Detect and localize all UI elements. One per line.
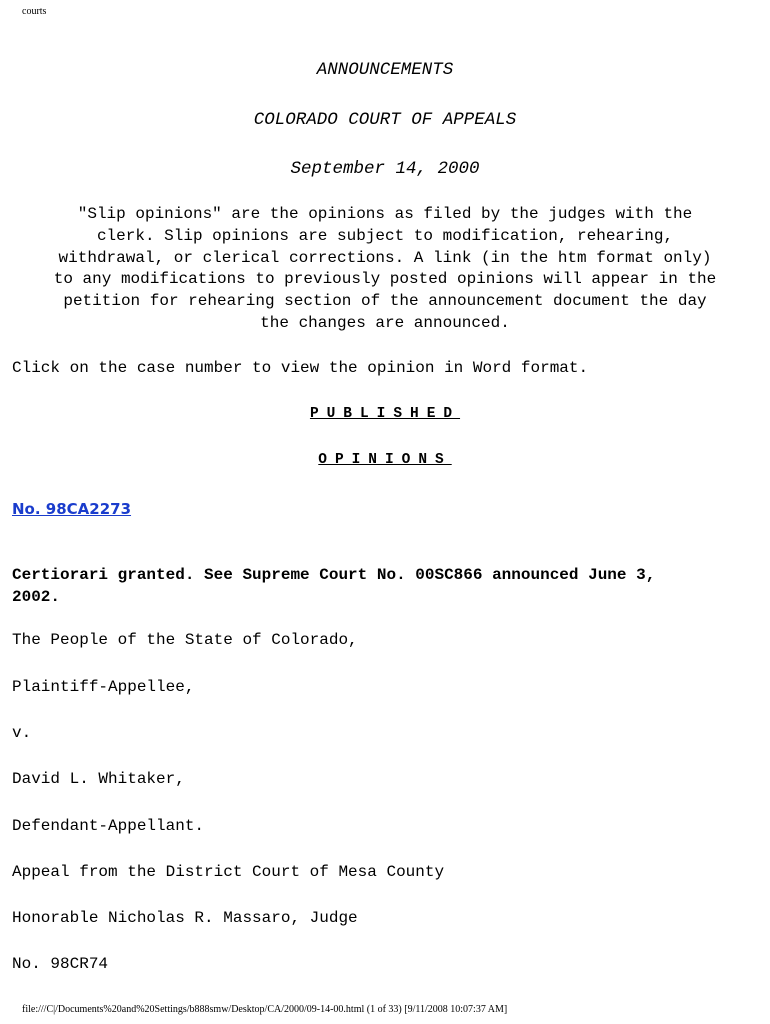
plaintiff-role: Plaintiff-Appellee, (12, 678, 195, 696)
trial-case-number: No. 98CR74 (12, 955, 109, 973)
certiorari-line: 2002. (12, 588, 61, 606)
intro-line: withdrawal, or clerical corrections. A link (in the htm format only) (58, 248, 712, 267)
defendant-role: Defendant-Appellant. (12, 817, 205, 835)
plaintiff-name: The People of the State of Colorado, (12, 631, 358, 649)
page-title: ANNOUNCEMENTS (316, 60, 454, 80)
intro-line: petition for rehearing section of the announcement document the day (63, 292, 707, 311)
published-heading: PUBLISHED (309, 406, 461, 422)
intro-line: clerk. Slip opinions are subject to modification, rehearing, (96, 226, 674, 245)
intro-line: to any modifications to previously posted opinions will appear in the (53, 270, 717, 289)
case-number-link[interactable]: No. 98CA2273 (12, 500, 132, 518)
appeal-source: Appeal from the District Court of Mesa County (12, 863, 445, 881)
certiorari-line: Certiorari granted. See Supreme Court No. 00SC866 announced June 3, (12, 566, 656, 584)
judge-name: Honorable Nicholas R. Massaro, Judge (12, 909, 358, 927)
page-header-label: courts (22, 6, 47, 17)
intro-line: "Slip opinions" are the opinions as filed by the judges with the (77, 205, 693, 223)
opinions-heading: OPINIONS (318, 452, 452, 468)
intro-paragraph (10, 204, 760, 335)
certiorari-note (12, 564, 752, 608)
click-instruction: Click on the case number to view the opinion in Word format. (12, 359, 589, 377)
court-name: COLORADO COURT OF APPEALS (253, 110, 517, 130)
versus-text: v. (12, 724, 32, 742)
announcement-date: September 14, 2000 (290, 159, 480, 179)
intro-line: the changes are announced. (260, 313, 510, 332)
defendant-name: David L. Whitaker, (12, 770, 185, 788)
page-footer-path: file:///C|/Documents%20and%20Settings/b888smw/Desktop/CA/2000/09-14-00.html (1 of 33) [9/11/2008 10:07:37 AM] (22, 1004, 508, 1015)
